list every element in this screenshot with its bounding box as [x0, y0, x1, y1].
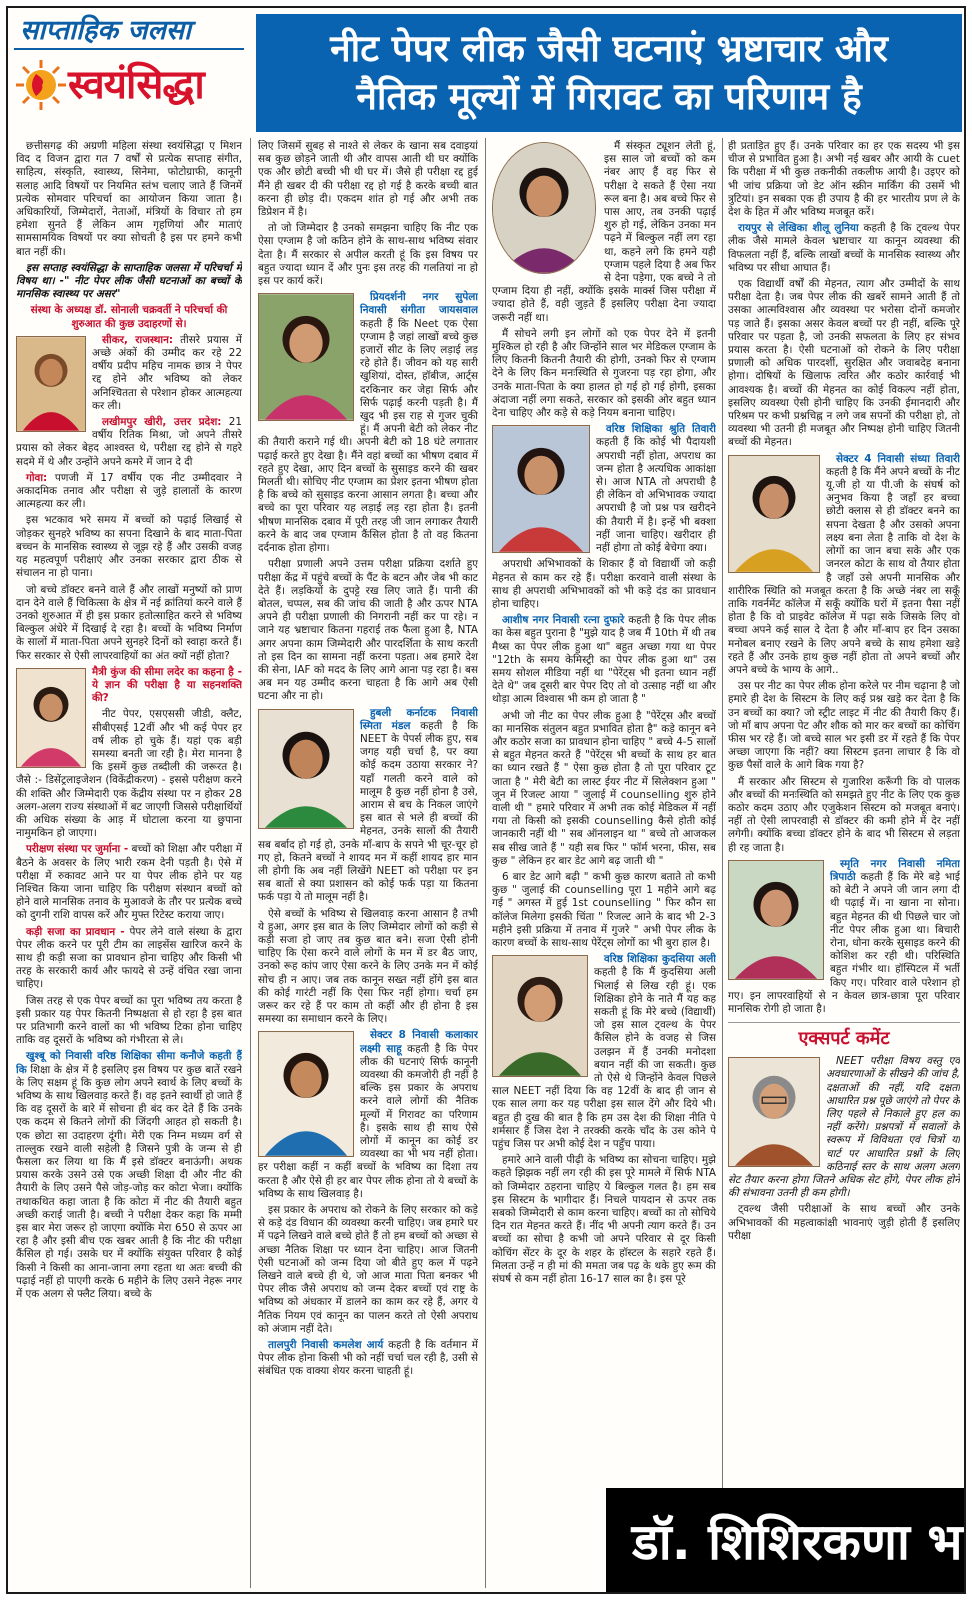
case-location: लखीमपुर खीरी, उत्तर प्रदेश: [102, 416, 222, 429]
case-location: गोवा: [26, 471, 48, 484]
speaker-quote: कहती हैं कि Neet एक ऐसा एग्जाम है जहां लाखों बच्चे कुछ हजारों सीट के लिए लड़ाई लड़ रहे होते हैं। जीवन को यह सारी खुशियां, दोस्त, हॉबीज, आर्ट्स दरकिनार कर जेहा सिर्फ और सिर्फ पढ़ाई करनी पड़ती है। मैं खुद भी इस राह से गुजर चुकी हूं। मैं अपनी बेटी को लेकर नीट की तैयारी कराने गई थी। अपनी बेटी को 18 घंटे लगातार पढ़ाई करते हुए देखा है। मैंने वहां बच्चों का भीषण दबाव में रहते हुए देखा, आए दिन बच्चों के सुसाइड करने की खबर मिलती थी। सोचिए नीट एग्जाम का प्रेशर इतना भीषण होता है कि बच्चे को सुसाइड करना आसान लगता है। बच्चा और बच्चे का पूरा परिवार यह लड़ाई लड़ रहा होता है। इतनी भीषण मानसिक दबाव में पूरी तरह जी जान लगाकर तैयारी करने के बाद जब एग्जाम कैंसिल होता है तो वह कितना दर्दनाक होता होगा। [258, 317, 478, 555]
speaker-quote: कहती है कि मैंने अपने बच्चों के नीट यू.जी हो या पी.जी के संघर्ष को अनुभव किया है जहाँ हर बच्चा छोटी क्लास से ही डॉक्टर बनने का सपना देखता है और उसको अपना लक्ष्य बना लेता है ताकि वो देश के लोगों का जान बचा सके और एक जनरल कोटा के साथ वो तैयार होता है जहाँ उसे अपनी मानसिक और शारीरिक स्थिति को मजबूत करता है कि अच्छे नंबर ला सकूँ ताकि गवर्नमेंट कॉलेज में सकूँ क्योंकि घरों में इतना पैसा नहीं होता है कि वो प्राइवेट कॉलेज में पढ़ा सके जिसके लिए वो बच्चा अपने कई साल दे देता है और माँ-बाप हर दिन उसका मनोबल बनाए रखने के लिए अपने बच्चे के साथ हमेशा खड़े रहते हैं और उनके हाथ कुछ नहीं होता तो अपने बच्चों और अपने बच्चे के भाग्य के आगे.. [728, 465, 960, 676]
subhead: कड़ी सजा का प्रावधान - [26, 925, 125, 938]
column-2 [258, 140, 478, 1586]
column-rule [722, 138, 723, 1588]
expert-comment-text: NEET परीक्षा विषय वस्तु एवं अवधारणाओं के सीखने की जांच है, दक्षताओं की नहीं, यदि दक्षता आधारित प्रश्न पूछे जाएंगे तो पेपर के लिए पहले से निकाले हुए हल का नहीं करेंगे। प्रश्नपत्रों में सवालों के स्वरूप में विविधता एवं चित्रों या चार्ट पर आधारित प्रश्नों के लिए कठिनाई स्तर के साथ अलग अलग सेट तैयार करना होगा जितने अधिक सेट होंगे, पेपर लीक होने की संभावना उतनी ही कम होगी। [728, 1055, 960, 1200]
body-paragraph: जो बच्चे डॉक्टर बनने वाले हैं और लाखों मनुष्यों को प्राण दान देने वाले हैं चिकित्सा के क्षेत्र में नई क्रांतियां करने वाले हैं उनको शुरुआत में ही इस प्रकार हतोत्साहित करने से भविष्य बिल्कुल अंधेरे में दिखाई दे रहा है। बच्चों के भविष्य निर्माण के सालों में माता-पिता अपने सुनहरे दिनों को स्वाहा करते हैं। फिर सरकार से ऐसी लापरवाहियों का अंत क्यों नहीं होता? [16, 583, 242, 662]
body-paragraph: अपराधी अभिभावकों के शिकार हैं वो विद्यार्थी जो कड़ी मेहनत से काम कर रहे हैं। परीक्षा करवाने वाली संस्था के साथ ही अपराधी अभिभावकों को भी कड़े दंड का प्रावधान होना चाहिए। [492, 558, 716, 610]
portrait-photo [16, 668, 86, 768]
speaker-lead: सेक्टर 8 निवासी कलाकार लक्ष्मी साहू [360, 1029, 478, 1055]
portrait-photo [258, 293, 354, 421]
brand [14, 58, 244, 112]
intro-paragraph: छत्तीसगढ़ की अग्रणी महिला संस्था स्वयंसिद्धा ए मिशन विद द विजन द्वारा गत 7 वर्षों से प्रत्येक सप्ताह संगीत, साहित्य, संस्कृति, स्वास्थ्य, सिनेमा, फोटोग्राफी, कानूनी सलाह आदि विषयों पर नियमित स्तंभ चलाए जाते हैं जिनमें प्रत्येक सोमवार परिचर्चा का आयोजन किया जाता है। अधिकारियों, जिम्मेदारों, नेताओं, मंत्रियों के विचार तो हम हमेशा सुनते हैं लेकिन आम गृहणियां और माताएं सामसामयिक विषयों पर क्या सोचती है इस पर हमने कभी बात नहीं की। [16, 140, 242, 258]
portrait-photo [258, 1031, 354, 1157]
portrait-photo [492, 955, 588, 1077]
expert-comment-text: ट्वल्थ जैसी परीक्षाओं के साथ बच्चों और उनके अभिभावकों की महत्वाकांक्षी भावनाएं जुड़ी होती हैं इसलिए परीक्षा [728, 1203, 960, 1242]
body-paragraph: परीक्षा प्रणाली अपने उत्तम परीक्षा प्रक्रिया दर्शाते हुए परीक्षा केंद्र में पहुंचे बच्चों के पैंट के बटन और जेब भी काट देते हैं। लड़कियों के दुपट्टे रख लिए जाते हैं। पानी की बोतल, चप्पल, सब की जांच की जाती है और ऊपर NTA अपने ही परीक्षा प्रणाली की निगरानी नहीं कर पा रहे। न जाने यह भ्रष्टाचार कितना गहराई तक फैला हुआ है, NTA अगर अपना काम जिम्मेदारी और पारदर्शिता के साथ करती तो इस दिन का सामना नहीं करना पड़ता। अब हमारे देश की सेना, IAF को मदद के लिए आगे आना पड़ रहा है। बस अब मन यह उम्मीद करना चाहता है कि आगे अब ऐसी घटना और ना हो। [258, 558, 478, 703]
speaker-lead: तालपुरी निवासी कमलेश आर्य [268, 1339, 384, 1352]
speaker-lead: वरिष्ठ शिक्षिका श्रुति तिवारी [606, 423, 716, 436]
column-rule [485, 138, 486, 1588]
topic-note: इस सप्ताह स्वयंसिद्धा के साप्ताहिक जलसा में परिचर्चा में विषय था। -" नीट पेपर लीक जैसी घटनाओं का बच्चों के मानसिक स्वास्थ्य पर असर" [16, 261, 242, 301]
speaker-lead: प्रियदर्शनी नगर सुपेला निवासी संगीता जायसवाल [360, 291, 478, 317]
body-paragraph: इस प्रकार के अपराध को रोकने के लिए सरकार को कड़े से कड़े दंड विधान की व्यवस्था करनी चाहिए। जब हमारे घर में पढ़ने लिखने वाले बच्चे होते हैं तो हम बच्चों को अच्छा से अच्छा नैतिक शिक्षा पर ध्यान देना चाहिए। आज जितनी ऐसी घटनाओं को जन्म दिया जो बीते हुए कल में पढ़ने लिखने वाले बच्चे ही थे, जो आज माता पिता बनकर भी पेपर लीक जैसे अपराध को जन्म देकर बच्चों एवं राष्ट्र के भविष्य को अंधकार में डालने का काम कर रहे हैं, अगर ये नैतिक नियम एवं कानून का पालन करते तो ऐसी अपराध को अंजाम नहीं देते। [258, 1204, 478, 1335]
portrait-photo [492, 142, 596, 274]
body-paragraph: इस भटकाव भरे समय में बच्चों को पढ़ाई लिखाई से जोड़कर सुनहरे भविष्य का सपना दिखाने के बाद माता-पिता बच्चन के मानसिक स्वास्थ्य से जूझ रहे हैं और उसकी वजह यह महत्वपूर्ण परीक्षाएं और उनका सरकार द्वारा ठीक से संचालन ना हो पाना। [16, 514, 242, 580]
column-rule [250, 138, 251, 1588]
portrait-photo [492, 425, 590, 553]
speaker-lead: खुश्बू को निवासी वरिष्ठ शिक्षिका सीमा कनौजे कहती हैं कि [16, 1050, 242, 1076]
sun-face-logo-icon [14, 58, 68, 112]
portrait-photo [728, 860, 824, 980]
moderator-note: संस्था के अध्यक्ष डॉ. सोनाली चक्रवर्ती ने परिचर्चा की शुरुआत की कुछ उदाहरणों से। [30, 304, 228, 330]
speaker-quote: कहती हैं कि मेरे बड़े भाई को बेटी ने अपने जी जान लगा दी थी पढ़ाई में। ना खाना ना सोना। बहुत मेहनत की थी पिछले चार जो नीट पेपर लीक हुआ था। बिचारी रोना, धोना करके सुसाइड करने की कोशिश कर रही थी। परिस्थिति बहुत गंभीर था। हॉस्पिटल में भर्ती किए गए। परिवार वाले परेशान हो गए। इन लापरवाहियों से न केवल छात्र-छात्रा पूरा परिवार मानसिक रोगी हो जाता है। [728, 870, 960, 1015]
case-text: पणजी में 17 वर्षीय एक नीट उम्मीदवार ने अकादमिक तनाव और परीक्षा से जुड़े हालातों के कारण आत्महत्या कर ली। [16, 471, 242, 511]
speaker-quote: नीट पेपर, एसएससी जीडी, क्लैट, सीबीएसई 12वीं और भी कई पेपर हर वर्ष लीक हो चुके हैं। यहां एक बड़ी समस्या बनती जा रही है। मेरा मानना है कि इसमें कुछ तब्दीली की जरूरत है। जैसे :- डिसेंट्रलाइजेशन (विकेंद्रीकरण) - इससे परीक्षण करने की शक्ति और जिम्मेदारी एक केंद्रीय संस्था पर न होकर 28 अलग-अलग राज्य संस्थाओं में बट जाएगी जिससे परीक्षार्थियों की अधिक संख्या के आड़ में घोटाला करना या छुपाना नामुमकिन हो जाएगा। [16, 708, 242, 840]
expert-portrait-photo [728, 1057, 820, 1167]
body-paragraph: मैं संस्कृत ट्यूशन लेती हूं, इस साल जो बच्चों को कम नंबर आए हैं वह फिर से परीक्षा दे सकते हैं ऐसा नया रूल बना है। अब बच्चे फिर से पास आए, तब उनकी पढ़ाई शुरु हो गई, लेकिन उनका मन पढ़ने में बिल्कुल नहीं लग रहा था, कहने लगे कि हमने यही एग्जाम पहले दिया है अब फिर से देना पड़ेगा, एक बच्चे ने तो एग्जाम दिया ही नहीं, क्योंकि इसके मार्क्स जिस परीक्षा में ज्यादा होते हैं, वही जुड़ते हैं इसलिए परीक्षा देना ज्यादा जरूरी नहीं था। [492, 140, 716, 324]
case-text: तीसरे प्रयास में अच्छे अंकों की उम्मीद कर रहे 22 वर्षीय प्रदीप महिच नामक छात्र ने पेपर रद्द होने और भविष्य को लेकर अनिश्चितता से परेशान होकर आत्महत्या कर ली। [92, 333, 242, 412]
body-paragraph: मैं सरकार और सिस्टम से गुजारिश करूँगी कि वो पालक और बच्चों की मनःस्थिति को समझते हुए नीट के लिए एक कुछ कठोर कदम उठाए और एजुकेशन सिस्टम को मजबूत बनाएं। नहीं तो ऐसी लापरवाही से डॉक्टर की कमी होने में देर नहीं लगेगी। क्योंकि बच्चा डॉक्टर होने के बाद भी सिस्टम से लड़ता ही रह जाता है। [728, 775, 960, 854]
body-paragraph: अभी जो नीट का पेपर लीक हुआ है "पेरेंट्स और बच्चों का मानसिक संतुलन बहुत प्रभावित होता है" कड़े कानून बने और कठोर सजा का प्रावधान होना चाहिए " बच्चे 4-5 सालों से बहुत मेहनत करते हैं "पेरेंट्स भी बच्चों के साथ हर बात का ध्यान रखते हैं " ऐसा कुछ होता है तो पूरा परिवार टूट जाता है " मेरी बेटी का लास्ट ईयर नीट में सिलेक्शन हुआ " जून में रिजल्ट आया " जुलाई में counselling शुरु होने वाली थी " हमारे परिवार में अभी तक कोई मेडिकल में नहीं गया तो किसी को इसकी counselling कैसे होती कोई जानकारी नहीं थी " सब ऑनलाइन था " बच्चे तो आजकल सब सीख जाते हैं " यही सब फिर " फॉर्म भरना, फीस, सब कुछ " लेकिन हर बार डेट आगे बढ़ जाती थी " [492, 709, 716, 867]
headline [256, 14, 962, 132]
headline-line-1: नीट पेपर लीक जैसी घटनाएं भ्रष्टाचार और [330, 27, 888, 70]
headline-line-2: नैतिक मूल्यों में गिरावट का परिणाम है [356, 75, 862, 118]
speaker-lead: मैत्री कुंज की सीमा लदेर का कहना है - ये ज्ञान की परीक्षा है या सहनशक्ति की? [92, 665, 242, 705]
portrait-photo [258, 709, 354, 829]
body-paragraph: मैं सोचने लगी इन लोगों को एक पेपर देने में इतनी मुश्किल हो रही है और जिन्होंने साल भर मेडिकल एग्जाम के लिए कितनी कितनी तैयारी की होगी, उनको फिर से एग्जाम देने के लिए किन मनःस्थिति से गुजरना पड़ रहा होगा, और उनके माता-पिता के क्या हालत हो गई हो गई होगी, इसका अंदाजा नहीं लगा सकते, सरकार को इसकी ओर बहुत ध्यान देना चाहिए और कड़े से कड़े नियम बनाना चाहिए। [492, 327, 716, 420]
column-4 [728, 140, 960, 1586]
portrait-photo [16, 336, 86, 432]
speaker-lead: वरिष्ठ शिक्षिका कुदसिया अली [604, 953, 716, 966]
body-paragraph: जिस तरह से एक पेपर बच्चों का पूरा भविष्य तय करता है इसी प्रकार यह पेपर कितनी निष्पक्षता से हो रहा है इस बात पर प्रतिभागी करने वालों का भी भविष्य टिका होना चाहिए ताकि वह दूसरों के भविष्य को गंभीरता से ले। [16, 994, 242, 1047]
body-paragraph: हमारे आने वाली पीढ़ी के भविष्य का सोचना चाहिए। मुझे कहते झिझक नहीं लग रही की इस पूरे मामले में सिर्फ NTA को जिम्मेदार ठहराना चाहिए ये बिल्कुल गलत है। हम सब इस सिस्टम के भागीदार हैं। निचले पायदान से ऊपर तक सबको जिम्मेदारी से काम करना चाहिए। बच्चों का तो सोचिये दिन रात मेहनत करते हैं। नींद भी अपनी त्याग करते हैं। उन बच्चों का सोचा है कभी जो अपने परिवार से दूर किसी कोचिंग सेंटर के दूर के शहर के हॉस्टल के सहारे रहते हैं। मिलता उन्हें न ही मां की ममता जब पढ़ के थके हुए रूम की संघर्ष से कम नहीं होता 16-17 साल का है। इस पूरे [492, 1154, 716, 1286]
speaker-lead: सेक्टर 4 निवासी संध्या तिवारी [836, 452, 960, 465]
speaker-quote: कहती है कि मैं कुदसिया अली भिलाई से लिख रही हूं। एक शिक्षिका होने के नाते मैं यह कह सकती हूं कि मेरे बच्चे (विद्यार्थी) जो इस साल ट्वल्थ के पेपर कैंसिल होने के वजह से जिस उलझन में हैं उनकी मनोदशा बयान नहीं की जा सकती। कुछ तो ऐसे थे जिन्होंने केवल पिछले साल NEET नहीं दिया कि वह 12वीं के बाद ही जान से एक साल लगा कर यह परीक्षा इस साल देंगे और दिये भी। बहुत ही दुख की बात है कि हम उस देश की शिक्षा नीति पे शर्मसार हैं जिस देश ने तरक्की करके चाँद के उस कोने पे पहुंच जिस पर अभी कोई देश न पहुँच पाया। [492, 966, 716, 1151]
speaker-lead: आशीष नगर निवासी रत्ना दुफारे [502, 614, 625, 627]
expert-comment-box [728, 1022, 960, 1243]
body-paragraph: तो जो जिम्मेदार है उनको समझना चाहिए कि नीट एक ऐसा एग्जाम है जो कठिन होने के साथ-साथ भविष्य संवार देता है। मैं सरकार से अपील करती हूं कि इस विषय पर बहुत ज्यादा ध्यान दें और पुनः इस तरह की गलतियां ना हो इस पर कार्य करें। [258, 222, 478, 288]
case-text: 21 वर्षीय रितिक मिश्रा, जो अपने तीसरे प्रयास को लेकर बेहद आश्वस्त थे, परीक्षा रद्द होने से गहरे सदमे में थे और उन्होंने अपने कमरे में जान दे दी [16, 416, 242, 468]
column-3 [492, 140, 716, 1586]
speaker-quote: कहती है कि वर्तमान में पेपर लीक होना किसी भी को नहीं चर्चा चल रही है, उसी से संबंधित एक वाक्या शेयर करना चाहती हूं। [258, 1339, 478, 1378]
body-paragraph: 6 बार डेट आगे बढ़ी " कभी कुछ कारण बताते तो कभी कुछ " जुलाई की counselling पूरा 1 महीने आगे बढ़ गई " अगस्त में हुई 1st counselling " फिर कौन सा कॉलेज मिलेगा इसकी चिंता " रिजल्ट आने के बाद भी 2-3 महीने इसी प्रक्रिया में तनाव में गुजरे " अभी पेपर लीक के कारण बच्चों के साथ-साथ पेरेंट्स लोगों का भी बुरा हाल है। [492, 870, 716, 949]
body-paragraph: ही प्रताड़ित हुए हैं। उनके परिवार का हर एक सदस्य भी इस चीज से प्रभावित हुआ है। अभी नई खबर और आयी के cuet कि परीक्षा में भी कुछ तकनीकी तकलीफ आयी है। उइएर को भी जांच प्रक्रिया जो डेट ऑन स्क्रीन मार्किंग की उसमें भी त्रुटियां। इन सबका एक ही उपाय है की हर भारतीय प्रण ले के देश के हित में और भविष्य मजबूत करें। [728, 140, 960, 219]
speaker-quote: कहती हैं कि कोई भी पैदायशी अपराधी नहीं होता, अपराध का जन्म होता है अत्यधिक आकांक्षा से। आज NTA तो अपराधी है ही लेकिन वो अभिभावक ज्यादा अपराधी है जो प्रश्न पत्र खरीदने की तैयारी में है। इन्हें भी बक्शा नहीं जाना चाहिए। खरीदार ही नहीं होगा तो कोई बेचेगा क्या। [596, 436, 716, 555]
portrait-photo [728, 455, 820, 573]
newspaper-page [6, 6, 966, 1594]
column-1 [16, 140, 242, 1586]
masthead [14, 14, 244, 132]
speaker-lead: स्मृति नगर निवासी नमिता त्रिपाठी [830, 857, 960, 883]
speaker-lead: रायपुर से लेखिका शीलू लुनिया [738, 222, 859, 235]
body-text: बच्चों को शिक्षा और परीक्षा में बैठने के अवसर के लिए भारी रकम देनी पड़ती है। ऐसे में परीक्षा में रुकावट आने पर या पेपर लीक होने पर यह निश्चित किया जाना चाहिए कि परीक्षण संस्थान बच्चों को होने वाले मानसिक तनाव के मुआवजे के तौर पर प्रत्येक बच्चे को दुगनी राशि वापस करें और मुफ्त रिटेस्ट कराया जाए। [16, 843, 242, 922]
speaker-lead: हुबली कर्नाटक निवासी स्मिता मंडल [360, 706, 478, 732]
case-location: सीकर, राजस्थान: [102, 333, 174, 346]
speaker-quote: कहती है कि NEET के पेपर्स लीक हुए, सब जगह यही चर्चा है, पर क्या कोई कदम उठाया सरकार ने? यहाँ गलती करने वाले को मालूम है कुछ नहीं होना है उसे, आराम से बच के निकल जाएंगे इस बात से भले ही बच्चों की मेहनत, उनके सालों की तैयारी सब बर्बाद हो गई हो, उनके माँ-बाप के सपने भी चूर-चूर हो गए हो, कितने बच्चों ने शायद मन में कहीं शायद हार मान ली होगी कि अब नहीं लिखेंगे NEET को परीक्षा पर इन सब बातों से क्या प्रशासन को कोई फर्क पड़ा या कितना फर्क पड़ा ये तो मालूम नहीं है। [258, 719, 478, 904]
expert-comment-title: एक्सपर्ट कमेंट [798, 1028, 890, 1050]
speaker-quote: कहती है कि पेपर लीक की घटनाएं सिर्फ कानूनी व्यवस्था की कमजोरी ही नहीं है बल्कि इस प्रकार के अपराध करने वाले लोगों की नैतिक मूल्यों में गिरावट का परिणाम है। इसके साथ ही साथ ऐसे लोगों में कानून का कोई डर व्यवस्था का भी भय नहीं होता। हर परीक्षा कहीं न कहीं बच्चों के भविष्य का दिशा तय करता है और ऐसे ही हर बार पेपर लीक होना तो ये बच्चों के भविष्य के साथ खिलवाड़ है। [258, 1042, 478, 1200]
brand-name: स्वयंसिद्धा [68, 62, 204, 108]
body-paragraph: ऐसे बच्चों के भविष्य से खिलवाड़ करना आसान है तभी ये हुआ, अगर इस बात के लिए जिम्मेदार लोगों को कड़ी से कड़ी सजा हो जाए तब कुछ बात बने। सजा ऐसी होनी चाहिए कि ऐसा करने वाले लोगों के मन में डर बैठ जाए, उनको रूह कांप जाए ऐसा करने के लिए उनके मन में कोई सोच ही न आए। जब तक कानून सख्त नहीं होंगे इस बात की कोई गारंटी नहीं कि ऐसा फिर नहीं होगा। चर्चा हम जरूर कर रहे हैं पर काम तो कहीं और ही होना है इस समस्या का समाधान करने के लिए। [258, 907, 478, 1026]
subhead: परीक्षण संस्था पर जुर्माना - [26, 843, 129, 856]
body-paragraph: एक विद्यार्थी वर्षों की मेहनत, त्याग और उम्मीदों के साथ परीक्षा देता है। जब पेपर लीक की खबरें सामने आती हैं तो उसका आत्मविश्वास और व्यवस्था पर भरोसा दोनों कमजोर पड़ जाते हैं। इसका असर केवल बच्चों पर ही नहीं, बल्कि पूरे परिवार पर पड़ता है, जो उनकी सफलता के लिए हर संभव प्रयास करता है। ऐसी घटनाओं को रोकने के लिए परीक्षा प्रणाली को अधिक पारदर्शी, सुरक्षित और जवाबदेह बनाना होगा। दोषियों के खिलाफ त्वरित और कठोर कार्रवाई भी आवश्यक है। बच्चों की मेहनत का कोई विकल्प नहीं होता, इसलिए व्यवस्था ऐसी होनी चाहिए कि उनकी ईमानदारी और परिश्रम पर कभी प्रश्नचिह्न न लगे जब सपनों की परीक्षा हो, तो व्यवस्था भी उतनी ही मजबूत और निष्पक्ष होनी चाहिए जितनी बच्चों की मेहनत। [728, 278, 960, 449]
speaker-quote: कहती है कि ट्वल्थ पेपर लीक जैसे मामले केवल भ्रष्टाचार या कानून व्यवस्था की विफलता नहीं हैं, बल्कि लाखों बच्चों के मानसिक स्वास्थ्य और भविष्य पर सीधा आघात हैं। [728, 222, 960, 274]
body-paragraph: लिए जिसमें सुबह से नाश्ते से लेकर के खाना सब दवाइयां सब कुछ छोड़ने जाती थी और वापस आती थी घर क्योंकि एक और छोटी बच्ची भी थी घर में। जैसे ही परीक्षा रद्द हुई मैंने ही खबर दी की परीक्षा रद्द हो गई है करके बच्ची बात करना ही छोड़ दी। एकदम शांत हो गई और अभी तक डिप्रेशन में है। [258, 140, 478, 219]
body-text: पेपर लेने वाले संस्था के द्वारा पेपर लीक करने पर पूरी टीम का लाइसेंस खारिज करने के साथ ही कड़ी सजा का प्रावधान होना चाहिए और किसी भी तरह के सरकारी कार्य और फायदे से उन्हें वंचित रखा जाना चाहिए। [16, 925, 242, 991]
speaker-quote: कहती है कि पेपर लीक का केस बहुत पुराना है "मुझे याद है जब मैं 10th में थी तब मैथ्स का पेपर लीक हुआ था" बहुत अच्छा गया था पेपर "12th के समय केमिस्ट्री का पेपर लीक हुआ था" उस समय सोशल मीडिया नहीं था "पेरेंट्स भी इतना ध्यान नहीं देते थे" जब दूसरी बार पेपर दिए तो वो उत्साह नहीं था और थोड़ा आत्म विश्वास भी कम हो जाता है " [492, 614, 716, 706]
speaker-quote: शिक्षा के क्षेत्र में है इसलिए इस विषय पर कुछ बातें रखने के लिए सक्षम हूं कि कुछ लोग अपने स्वार्थ के लिए बच्चों के भविष्य के साथ खिलवाड़ करते हैं। वह इतने स्वार्थी हो जाते हैं कि वह दूसरों के बारे में सोचना ही बंद कर देते हैं कि उनके एक कदम से कितने लोगों की जिंदगी आहत हो सकती है। एक छोटा सा उदाहरण दूंगी। मेरी एक निम्न मध्यम वर्ग से ताल्लुक रखने वाली सहेली है जिसने पुत्री के जन्म से ही फैसला कर लिया था कि मैं इसे डॉक्टर बनाऊंगी। अथक प्रयास करके उसने उसे एक अच्छी शिक्षा दी और नीट की तैयारी के लिए उसने पैसे जोड़-जोड़ कर कोटा भेजा। क्योंकि तथाकथित कहा जाता है कि कोटा में नीट की तैयारी बहुत अच्छी कराई जाती है। बच्ची ने परीक्षा देकर कहा कि मम्मी इस बार मेरा जरूर हो जाएगा क्योंकि मेरा 650 से ऊपर आ रहा है और इसी बीच एक खबर आती है कि नीट की परीक्षा कैंसिल हो गई। उसके घर में क्योंकि संयुक्त परिवार है कोई किसी ने किसी का आना-जाना लगा रहता था अतः बच्ची की पढ़ाई नहीं हो पाएगी करके 6 महीने के लिए उसने नेहरू नगर में एक अलग से फ्लैट लिया। बच्चे के [16, 1063, 242, 1301]
body-paragraph: उस पर नीट का पेपर लीक होना करेले पर नीम चढ़ाना है जो हमारे ही देश के सिस्टम के लिए कई प्रश्न खड़े कर देता है कि उन बच्चों का क्या? जो स्ट्रीट लाइट में नीट की तैयारी किए हैं। जो माँ बाप अपना पेट और शौक को मार कर बच्चों का कोचिंग फीस भर रहे हैं। जो बच्चे साल भर इसी डर में रहते हैं कि पेपर अच्छा जाएगा कि नहीं? क्या सिस्टम इतना लाचार है कि वो कुछ पैसों वाले के आगे बिक गया है? [728, 680, 960, 772]
section-kicker: साप्ताहिक जलसा [14, 14, 244, 50]
byline-banner: डॉ. शिशिरकणा भ [606, 1488, 966, 1594]
